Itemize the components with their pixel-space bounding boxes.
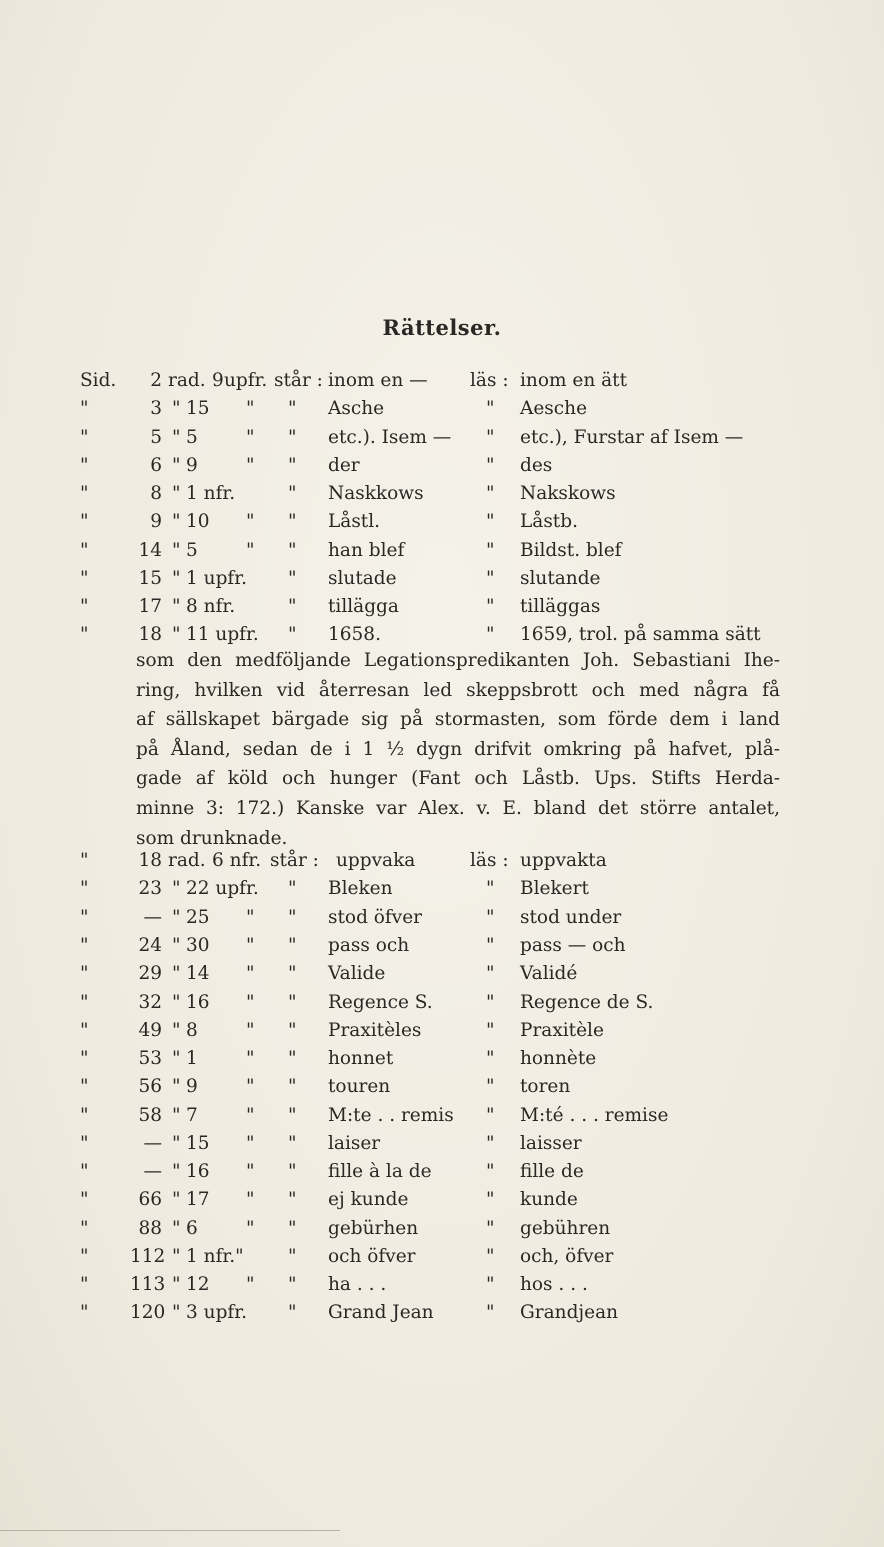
corrected-text: fille de	[520, 1161, 584, 1182]
line-ref: 16	[186, 1161, 210, 1182]
line-ref: 17	[186, 1189, 210, 1210]
ditto-mark: "	[288, 483, 297, 504]
errata-row	[0, 507, 884, 537]
erroneous-text: ej kunde	[328, 1189, 409, 1210]
corrected-text: Regence de S.	[520, 992, 654, 1013]
ditto-mark: "	[246, 1105, 255, 1126]
errata-row	[0, 1101, 884, 1131]
ditto-mark: "	[486, 511, 495, 532]
ditto-mark: "	[172, 1161, 181, 1182]
page-number: 120	[130, 1302, 166, 1323]
ditto-mark: "	[486, 992, 495, 1013]
errata-row	[0, 394, 884, 424]
paragraph-line: minne 3: 172.) Kanske var Alex. v. E. bland det större antalet,	[136, 797, 780, 819]
corrected-text: tilläggas	[520, 596, 601, 617]
corrected-text: Grandjean	[520, 1302, 619, 1323]
page-number: 53	[138, 1048, 162, 1069]
line-ref: 15	[186, 1133, 210, 1154]
line-ref: 9	[186, 1076, 198, 1097]
errata-row	[0, 1298, 884, 1328]
page-ref-label: "	[80, 483, 89, 504]
errata-row	[0, 903, 884, 933]
ditto-mark: "	[246, 511, 255, 532]
ditto-mark: "	[246, 1161, 255, 1182]
ditto-mark: "	[288, 1189, 297, 1210]
ditto-mark: "	[246, 427, 255, 448]
erroneous-text: honnet	[328, 1048, 394, 1069]
ditto-mark: "	[486, 624, 495, 645]
page-number: 8	[150, 483, 162, 504]
page-number: 24	[138, 935, 162, 956]
erroneous-text: Låstl.	[328, 511, 381, 532]
erroneous-text: etc.). Isem —	[328, 427, 452, 448]
ditto-mark: "	[172, 427, 181, 448]
page-ref-label: "	[80, 1133, 89, 1154]
ditto-mark: "	[486, 596, 495, 617]
page-number: 56	[138, 1076, 162, 1097]
ditto-mark: "	[288, 1020, 297, 1041]
errata-row	[0, 564, 884, 594]
errata-row	[0, 988, 884, 1018]
ditto-mark: "	[172, 540, 181, 561]
line-ref: 1 nfr.	[186, 483, 236, 504]
ditto-mark: läs :	[470, 370, 509, 391]
errata-row	[0, 1016, 884, 1046]
ditto-mark: "	[288, 1218, 297, 1239]
errata-row	[0, 1242, 884, 1272]
ditto-mark: "	[246, 1133, 255, 1154]
erroneous-text: slutade	[328, 568, 397, 589]
line-ref: 7	[186, 1105, 198, 1126]
erroneous-text: Regence S.	[328, 992, 433, 1013]
corrected-text: slutande	[520, 568, 601, 589]
ditto-mark: "	[288, 568, 297, 589]
page-ref-label: "	[80, 850, 89, 871]
ditto-mark: "	[486, 878, 495, 899]
unit-label: upfr.	[224, 370, 268, 391]
page-number: 5	[150, 427, 162, 448]
ditto-mark: "	[288, 427, 297, 448]
ditto-mark: "	[486, 483, 495, 504]
page-ref-label: "	[80, 1048, 89, 1069]
page-ref-label: "	[80, 935, 89, 956]
page-number: 112	[130, 1246, 166, 1267]
ditto-mark: "	[288, 1133, 297, 1154]
line-ref: 9	[212, 370, 224, 391]
errata-row	[0, 1129, 884, 1159]
line-ref: 16	[186, 992, 210, 1013]
ditto-mark: "	[172, 483, 181, 504]
corrected-text: Låstb.	[520, 511, 578, 532]
errata-row	[0, 846, 884, 876]
errata-row	[0, 366, 884, 396]
page-title: Rättelser.	[382, 315, 502, 340]
corrected-text: 1659, trol. på samma sätt	[520, 624, 761, 645]
line-ref: 11 upfr.	[186, 624, 259, 645]
erroneous-text: han blef	[328, 540, 405, 561]
paragraph-line: på Åland, sedan de i 1 ½ dygn drifvit omkring på hafvet, plå-	[136, 738, 780, 760]
page-number: 6	[150, 455, 162, 476]
ditto-mark: "	[288, 1048, 297, 1069]
ditto-mark: "	[288, 992, 297, 1013]
rad-label: rad.	[168, 850, 206, 871]
ditto-mark: "	[246, 1218, 255, 1239]
page-number: 88	[138, 1218, 162, 1239]
erroneous-text: M:te . . remis	[328, 1105, 454, 1126]
page-number: 17	[138, 596, 162, 617]
page-number: —	[143, 907, 162, 928]
ditto-mark: "	[486, 1020, 495, 1041]
erroneous-text: ha . . .	[328, 1274, 387, 1295]
line-ref: 6	[186, 1218, 198, 1239]
erroneous-text: Grand Jean	[328, 1302, 434, 1323]
page-ref-label: "	[80, 540, 89, 561]
page-ref-label: Sid.	[80, 370, 117, 391]
line-ref: 8 nfr.	[186, 596, 236, 617]
page-ref-label: "	[80, 624, 89, 645]
page-number: 23	[138, 878, 162, 899]
page-ref-label: "	[80, 1302, 89, 1323]
line-ref: 5	[186, 540, 198, 561]
page-number: —	[143, 1161, 162, 1182]
page-number: 14	[138, 540, 162, 561]
page-number: 2	[150, 370, 162, 391]
corrected-text: inom en ätt	[520, 370, 628, 391]
erroneous-text: touren	[328, 1076, 391, 1097]
ditto-mark: "	[172, 511, 181, 532]
ditto-mark: "	[246, 1274, 255, 1295]
ditto-mark: "	[246, 1020, 255, 1041]
erroneous-text: uppvaka	[336, 850, 416, 871]
ditto-mark: "	[172, 398, 181, 419]
page-ref-label: "	[80, 907, 89, 928]
ditto-mark: "	[288, 1274, 297, 1295]
line-ref: 6 nfr.	[212, 850, 262, 871]
ditto-mark: "	[246, 935, 255, 956]
ditto-mark: "	[486, 1076, 495, 1097]
ditto-mark: "	[486, 1161, 495, 1182]
ditto-mark: "	[172, 1189, 181, 1210]
ditto-mark: "	[486, 1246, 495, 1267]
ditto-mark: "	[486, 963, 495, 984]
errata-note-paragraph	[136, 646, 780, 853]
errata-row	[0, 959, 884, 989]
ditto-mark: "	[172, 878, 181, 899]
ditto-mark: "	[172, 935, 181, 956]
page-number: 29	[138, 963, 162, 984]
ditto-mark: "	[486, 1133, 495, 1154]
ditto-mark: "	[288, 1161, 297, 1182]
page-number: 18	[138, 624, 162, 645]
paragraph-line: som den medföljande Legationspredikanten Joh. Sebastiani Ihe-	[136, 650, 780, 671]
ditto-mark: "	[172, 1048, 181, 1069]
erroneous-text: pass och	[328, 935, 410, 956]
corrected-text: hos . . .	[520, 1274, 588, 1295]
ditto-mark: "	[288, 935, 297, 956]
errata-row	[0, 1185, 884, 1215]
page-number: 58	[138, 1105, 162, 1126]
page-ref-label: "	[80, 511, 89, 532]
erroneous-text: Asche	[328, 398, 385, 419]
ditto-mark: "	[486, 1189, 495, 1210]
ditto-mark: "	[486, 455, 495, 476]
corrected-text: Praxitèle	[520, 1020, 604, 1041]
ditto-mark: "	[288, 963, 297, 984]
corrected-text: etc.), Furstar af Isem —	[520, 427, 744, 448]
page-ref-label: "	[80, 1218, 89, 1239]
corrected-text: stod under	[520, 907, 622, 928]
ditto-mark: "	[486, 1302, 495, 1323]
page-ref-label: "	[80, 398, 89, 419]
ditto-mark: "	[246, 907, 255, 928]
corrected-text: Aesche	[520, 398, 588, 419]
page-ref-label: "	[80, 427, 89, 448]
ditto-mark: "	[172, 624, 181, 645]
ditto-mark: "	[288, 1302, 297, 1323]
ditto-mark: "	[246, 1189, 255, 1210]
line-ref: 8	[186, 1020, 198, 1041]
errata-row	[0, 451, 884, 481]
ditto-mark: "	[172, 963, 181, 984]
corrected-text: M:té . . . remise	[520, 1105, 669, 1126]
corrected-text: kunde	[520, 1189, 578, 1210]
corrected-text: des	[520, 455, 553, 476]
ditto-mark: "	[486, 398, 495, 419]
page-number: 49	[138, 1020, 162, 1041]
erroneous-text: gebürhen	[328, 1218, 419, 1239]
line-ref: 3 upfr.	[186, 1302, 247, 1323]
corrected-text: laisser	[520, 1133, 582, 1154]
bottom-rule	[0, 1530, 340, 1531]
errata-row	[0, 592, 884, 622]
ditto-mark: läs :	[470, 850, 509, 871]
page-ref-label: "	[80, 455, 89, 476]
page-ref-label: "	[80, 1274, 89, 1295]
ditto-mark: "	[486, 1274, 495, 1295]
line-ref: 15	[186, 398, 210, 419]
ditto-mark: "	[486, 427, 495, 448]
paragraph-line: ring, hvilken vid återresan led skeppsbrott och med några få	[136, 679, 780, 701]
corrected-text: Bildst. blef	[520, 540, 622, 561]
line-ref: 10	[186, 511, 210, 532]
ditto-mark: "	[172, 1274, 181, 1295]
erroneous-text: 1658.	[328, 624, 381, 645]
erroneous-text: tillägga	[328, 596, 399, 617]
erroneous-text: Naskkows	[328, 483, 424, 504]
ditto-mark: "	[288, 1105, 297, 1126]
ditto-mark: "	[172, 1020, 181, 1041]
erroneous-text: inom en —	[328, 370, 428, 391]
errata-row	[0, 931, 884, 961]
ditto-mark: "	[486, 540, 495, 561]
ditto-mark: "	[486, 568, 495, 589]
line-ref: 22 upfr.	[186, 878, 259, 899]
ditto-mark: "	[246, 398, 255, 419]
errata-row	[0, 1270, 884, 1300]
paragraph-line: af sällskapet bärgade sig på stormasten, som förde dem i land	[136, 709, 780, 731]
page-ref-label: "	[80, 878, 89, 899]
ditto-mark: "	[288, 1076, 297, 1097]
ditto-mark: "	[486, 935, 495, 956]
page-number: 66	[138, 1189, 162, 1210]
corrected-text: och, öfver	[520, 1246, 614, 1267]
page-ref-label: "	[80, 963, 89, 984]
line-ref: 1 nfr."	[186, 1246, 244, 1267]
ditto-mark: "	[288, 1246, 297, 1267]
errata-row	[0, 536, 884, 566]
errata-row	[0, 479, 884, 509]
erroneous-text: och öfver	[328, 1246, 416, 1267]
ditto-mark: "	[246, 992, 255, 1013]
ditto-mark: "	[246, 1076, 255, 1097]
line-ref: 25	[186, 907, 210, 928]
ditto-mark: "	[172, 1218, 181, 1239]
ditto-mark: "	[246, 455, 255, 476]
ditto-mark: "	[486, 1105, 495, 1126]
corrected-text: Validé	[520, 963, 578, 984]
ditto-mark: "	[246, 1048, 255, 1069]
erroneous-text: Bleken	[328, 878, 393, 899]
rad-label: rad.	[168, 370, 206, 391]
ditto-mark: "	[246, 540, 255, 561]
page-ref-label: "	[80, 1076, 89, 1097]
ditto-mark: "	[172, 568, 181, 589]
page-number: 15	[138, 568, 162, 589]
ditto-mark: "	[172, 1133, 181, 1154]
erroneous-text: Praxitèles	[328, 1020, 422, 1041]
line-ref: 1 upfr.	[186, 568, 247, 589]
corrected-text: Blekert	[520, 878, 589, 899]
ditto-mark: "	[288, 907, 297, 928]
corrected-text: gebühren	[520, 1218, 611, 1239]
ditto-mark: "	[172, 1105, 181, 1126]
paragraph-line: gade af köld och hunger (Fant och Låstb. Ups. Stifts Herda-	[136, 768, 780, 790]
ditto-mark: "	[288, 624, 297, 645]
ditto-mark: "	[172, 455, 181, 476]
ditto-mark: "	[288, 455, 297, 476]
page-ref-label: "	[80, 596, 89, 617]
page-number: 18	[138, 850, 162, 871]
page-number: —	[143, 1133, 162, 1154]
ditto-mark: "	[172, 992, 181, 1013]
star-label: står :	[274, 370, 323, 391]
paragraph-line: som drunknade.	[136, 827, 288, 849]
ditto-mark: "	[172, 1076, 181, 1097]
erroneous-text: Valide	[328, 963, 386, 984]
page-ref-label: "	[80, 1246, 89, 1267]
errata-row	[0, 423, 884, 453]
ditto-mark: "	[172, 1302, 181, 1323]
errata-row	[0, 1044, 884, 1074]
errata-row	[0, 1214, 884, 1244]
ditto-mark: "	[288, 540, 297, 561]
ditto-mark: "	[288, 511, 297, 532]
ditto-mark: "	[172, 596, 181, 617]
errata-row	[0, 1072, 884, 1102]
erroneous-text: stod öfver	[328, 907, 423, 928]
erroneous-text: der	[328, 455, 360, 476]
page-ref-label: "	[80, 1105, 89, 1126]
page-ref-label: "	[80, 992, 89, 1013]
page-number: 9	[150, 511, 162, 532]
page-ref-label: "	[80, 1161, 89, 1182]
errata-row	[0, 1157, 884, 1187]
ditto-mark: "	[172, 907, 181, 928]
corrected-text: Nakskows	[520, 483, 616, 504]
star-label: står :	[270, 850, 319, 871]
ditto-mark: "	[288, 398, 297, 419]
page-number: 32	[138, 992, 162, 1013]
ditto-mark: "	[246, 963, 255, 984]
ditto-mark: "	[486, 907, 495, 928]
corrected-text: uppvakta	[520, 850, 607, 871]
line-ref: 14	[186, 963, 210, 984]
ditto-mark: "	[486, 1048, 495, 1069]
page-ref-label: "	[80, 1020, 89, 1041]
line-ref: 9	[186, 455, 198, 476]
corrected-text: toren	[520, 1076, 571, 1097]
page-ref-label: "	[80, 1189, 89, 1210]
erroneous-text: laiser	[328, 1133, 381, 1154]
corrected-text: honnète	[520, 1048, 597, 1069]
line-ref: 5	[186, 427, 198, 448]
line-ref: 1	[186, 1048, 198, 1069]
ditto-mark: "	[288, 596, 297, 617]
ditto-mark: "	[172, 1246, 181, 1267]
corrected-text: pass — och	[520, 935, 626, 956]
errata-row	[0, 874, 884, 904]
page-ref-label: "	[80, 568, 89, 589]
erroneous-text: fille à la de	[328, 1161, 432, 1182]
line-ref: 12	[186, 1274, 210, 1295]
page-number: 113	[130, 1274, 166, 1295]
ditto-mark: "	[486, 1218, 495, 1239]
page-number: 3	[150, 398, 162, 419]
line-ref: 30	[186, 935, 210, 956]
ditto-mark: "	[288, 878, 297, 899]
